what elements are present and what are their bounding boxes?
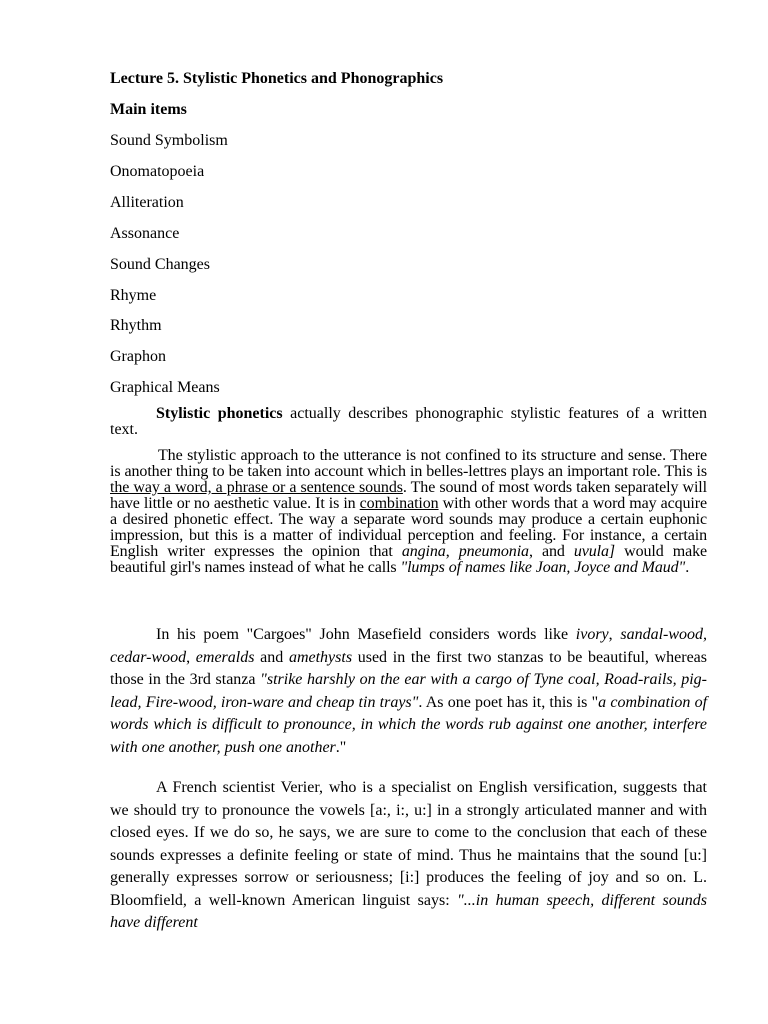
- italic-quote: "strike harshly on the ear with a cargo of Tyne coal, Road-rails, pig-lead, Fire-wood, iron-ware and cheap tin trays": [110, 671, 707, 711]
- paragraph-text: .: [685, 559, 690, 576]
- paragraph-text: with other words that a word may acquire a desired phonetic effect. The way a separate word sounds may produce a certain euphonic impression, but this is a matter of individual perception and feeling. For instance, a certain English writer expresses the opinion that: [110, 495, 708, 560]
- paragraph-text: , and: [528, 543, 574, 560]
- list-item: Alliteration: [110, 194, 184, 211]
- list-item: Assonance: [110, 225, 180, 242]
- paragraph-text: A French scientist Verier, who is a specialist on English versification, suggests that we should try to pronounce the vowels [a:, i:, u:] in a strongly articulated manner and with closed eyes. If we do so, he says, we are sure to come to the conclusion that each of these sounds expresses a definite feeling or state of mind. Thus he maintains that the sound [u:] generally expresses sorrow or seriousness; [i:] produces the feeling of joy and so on. L. Bloomfield, a well-known American linguist says:: [110, 779, 707, 909]
- italic-word: pneumonia: [458, 543, 529, 560]
- paragraph-text: . The sound of most words taken separately will have little or no aesthetic value. It is in: [110, 479, 707, 512]
- underlined-phrase: the way a word, a phrase or a sentence sounds: [110, 479, 403, 496]
- paragraph-verier: [110, 777, 707, 935]
- list-item: Rhyme: [110, 287, 157, 304]
- paragraph-text: The stylistic approach to the utterance is not confined to its structure and sense. There is another thing to be taken into account which in belles-lettres plays an important role. This is: [110, 447, 707, 480]
- list-item: Sound Symbolism: [110, 132, 228, 149]
- paragraph-text: ,: [445, 543, 459, 560]
- italic-word: emeralds: [195, 648, 255, 666]
- italic-quote: "...in human speech, different sounds have different: [110, 891, 707, 931]
- underlined-word: combination: [359, 495, 439, 512]
- paragraph-text: used in the first two stanzas to be beautiful, whereas those in the 3rd stanza: [110, 648, 708, 688]
- paragraph-stylistic-phonetics: [110, 406, 707, 438]
- paragraph-text: actually describes phonographic stylistic features of a written text.: [110, 405, 707, 438]
- paragraph-text: In his poem "Cargoes" John Masefield considers words like: [156, 626, 576, 643]
- paragraph-text: would make beautiful girl's names instead of what he calls: [110, 543, 707, 576]
- lecture-title: Lecture 5. Stylistic Phonetics and Phonographics: [110, 70, 444, 87]
- list-item: Rhythm: [110, 317, 162, 334]
- italic-word: ivory: [575, 626, 609, 643]
- paragraph-text: ,: [186, 648, 196, 666]
- italic-word: amethysts: [288, 648, 353, 666]
- paragraph-text: and: [254, 648, 289, 666]
- italic-quote: "lumps of names like Joan, Joyce and Maud": [400, 559, 686, 576]
- paragraph-text: ,: [608, 626, 621, 643]
- main-items-heading: Main items: [110, 101, 187, 118]
- list-item: Graphical Means: [110, 379, 220, 396]
- paragraph-text: .": [335, 738, 347, 756]
- list-item: Sound Changes: [110, 256, 210, 273]
- paragraph-stylistic-approach: [110, 448, 707, 576]
- italic-word: uvula]: [573, 543, 616, 560]
- list-item: Graphon: [110, 348, 166, 365]
- italic-word: sandal-wood, cedar-wood: [110, 626, 708, 666]
- term-stylistic-phonetics: Stylistic phonetics: [156, 405, 283, 422]
- paragraph-text: . As one poet has it, this is ": [418, 693, 599, 711]
- list-item: Onomatopoeia: [110, 163, 205, 180]
- italic-quote: a combination of words which is difficult to pronounce, in which the words rub against one another, interfere with one another, push one another: [110, 693, 708, 756]
- italic-word: angina: [401, 543, 446, 560]
- paragraph-cargoes: [110, 624, 707, 759]
